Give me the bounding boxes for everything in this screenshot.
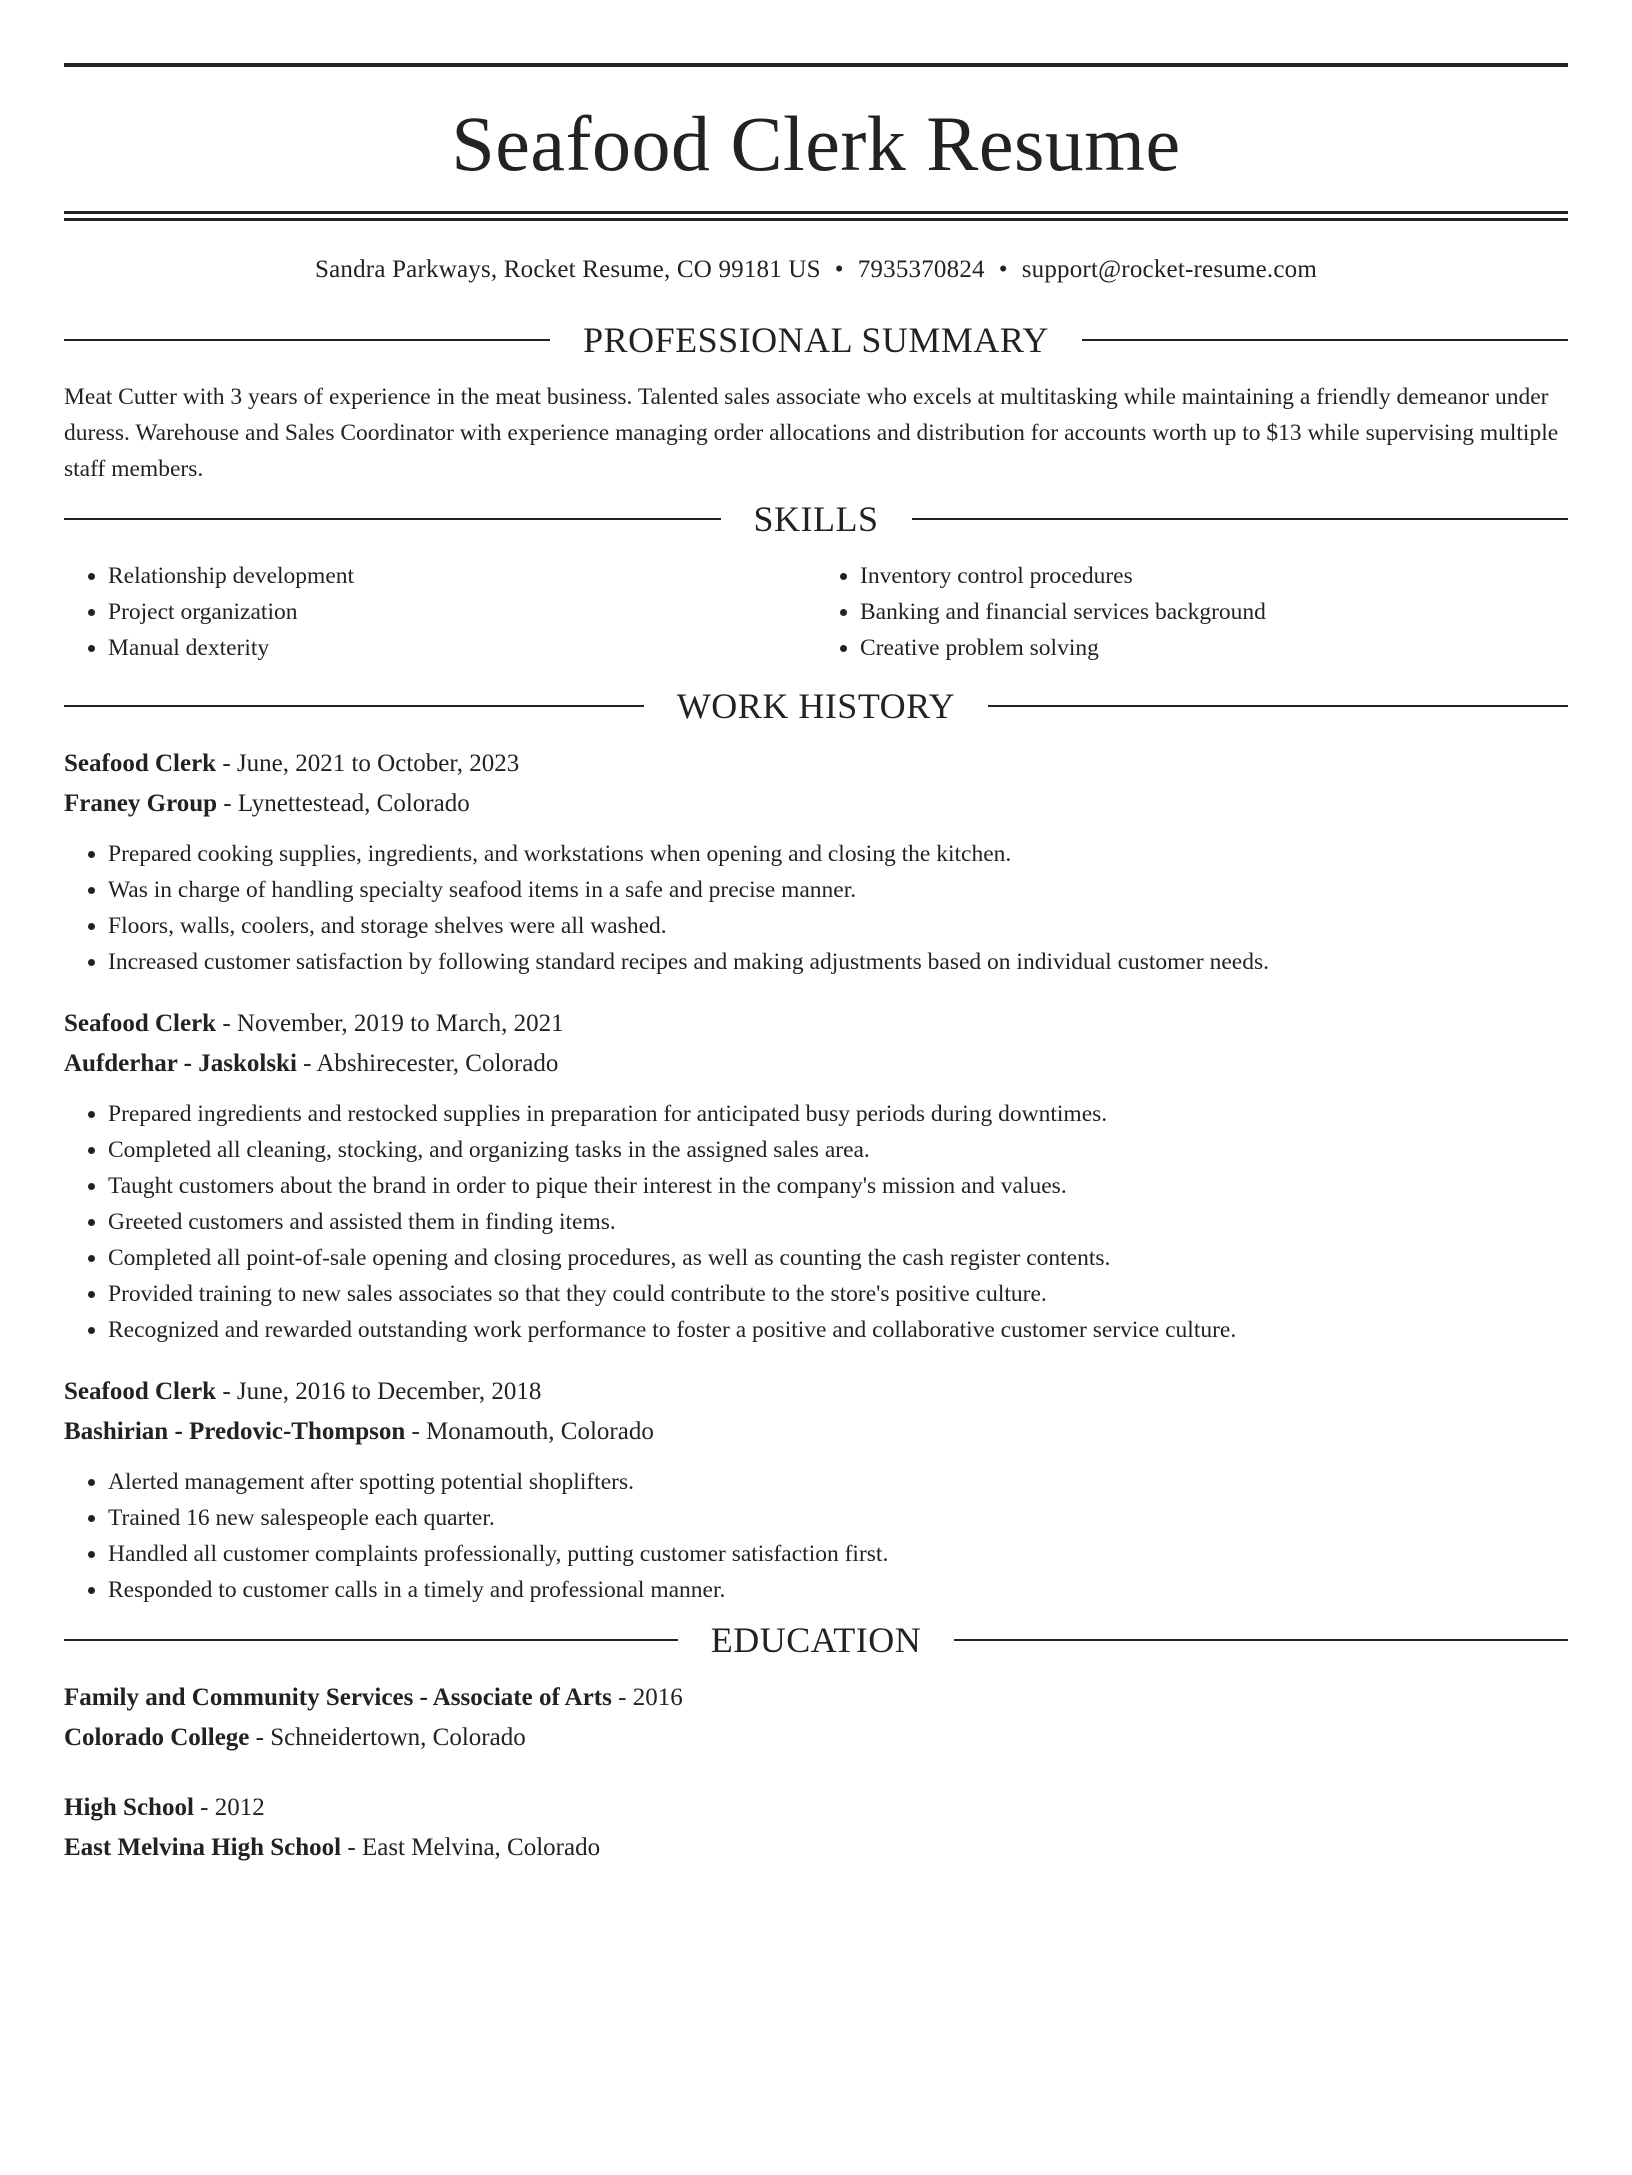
job-dates: - June, 2016 to December, 2018 bbox=[216, 1378, 542, 1405]
education-degree-line bbox=[64, 1788, 1568, 1828]
resume-page bbox=[0, 63, 1632, 2175]
section-rule bbox=[64, 518, 721, 520]
job-location: - Abshirecester, Colorado bbox=[296, 1050, 559, 1077]
skills-column-right bbox=[816, 558, 1568, 666]
education-degree: High School bbox=[64, 1794, 194, 1821]
job-bullet: • Handled all customer complaints professionally, putting customer satisfaction first. bbox=[108, 1536, 1568, 1572]
section-title: SKILLS bbox=[753, 499, 879, 539]
job-bullets bbox=[64, 836, 1568, 980]
title-double-rule bbox=[64, 211, 1568, 221]
job-bullets bbox=[64, 1464, 1568, 1608]
section-header-skills bbox=[64, 501, 1568, 537]
job-bullet: • Provided training to new sales associates so that they could contribute to the store's positive culture. bbox=[108, 1276, 1568, 1312]
education-year: - 2012 bbox=[193, 1794, 265, 1821]
section-rule bbox=[988, 705, 1568, 707]
section-header-summary bbox=[64, 322, 1568, 358]
job-company-line bbox=[64, 784, 1568, 824]
job-title-line bbox=[64, 744, 1568, 784]
job-company: Bashirian - Predovic-Thompson bbox=[64, 1418, 406, 1445]
job-bullet: • Trained 16 new salespeople each quarter. bbox=[108, 1500, 1568, 1536]
summary-text: Meat Cutter with 3 years of experience in the meat business. Talented sales associate who excels at multitasking while maintaining a friendly demeanor under duress. Warehouse and Sales Coordinator with experience managing order allocations and distribution for accounts worth up to $13 while supervising multiple staff members. bbox=[64, 384, 1559, 482]
education-year: - 2016 bbox=[611, 1684, 683, 1711]
education-location: - Schneidertown, Colorado bbox=[249, 1724, 526, 1751]
job-bullet: • Alerted management after spotting potential shoplifters. bbox=[108, 1464, 1568, 1500]
job-company: Aufderhar - Jaskolski bbox=[64, 1050, 297, 1077]
education-entry bbox=[64, 1678, 1568, 1758]
section-header-education bbox=[64, 1622, 1568, 1658]
resume-title: Seafood Clerk Resume bbox=[451, 100, 1181, 187]
job-bullet: • Floors, walls, coolers, and storage shelves were all washed. bbox=[108, 908, 1568, 944]
section-rule bbox=[1082, 339, 1568, 341]
skill-item: • Manual dexterity bbox=[108, 630, 816, 666]
skill-item: • Project organization bbox=[108, 594, 816, 630]
section-rule bbox=[912, 518, 1569, 520]
job-bullets bbox=[64, 1096, 1568, 1348]
job-company: Franey Group bbox=[64, 790, 218, 817]
top-rule bbox=[64, 63, 1568, 67]
skill-item: • Inventory control procedures bbox=[860, 558, 1568, 594]
job-bullet: • Prepared ingredients and restocked supplies in preparation for anticipated busy periods during downtimes. bbox=[108, 1096, 1568, 1132]
skill-item: • Creative problem solving bbox=[860, 630, 1568, 666]
section-rule bbox=[64, 1639, 678, 1641]
section-title: PROFESSIONAL SUMMARY bbox=[583, 320, 1049, 360]
job-dates: - November, 2019 to March, 2021 bbox=[216, 1010, 564, 1037]
job-title-line bbox=[64, 1004, 1568, 1044]
education-entry bbox=[64, 1788, 1568, 1868]
job-bullet: • Completed all point-of-sale opening and closing procedures, as well as counting the cash register contents. bbox=[108, 1240, 1568, 1276]
section-title: EDUCATION bbox=[710, 1620, 922, 1660]
job-bullet: • Taught customers about the brand in order to pique their interest in the company's mission and values. bbox=[108, 1168, 1568, 1204]
skill-item: • Banking and financial services background bbox=[860, 594, 1568, 630]
education-school-line bbox=[64, 1828, 1568, 1868]
job-bullet: • Increased customer satisfaction by following standard recipes and making adjustments based on individual customer needs. bbox=[108, 944, 1568, 980]
job-title: Seafood Clerk bbox=[64, 1010, 217, 1037]
job-dates: - June, 2021 to October, 2023 bbox=[216, 750, 520, 777]
job-bullet: • Responded to customer calls in a timely and professional manner. bbox=[108, 1572, 1568, 1608]
job-bullet: • Prepared cooking supplies, ingredients, and workstations when opening and closing the kitchen. bbox=[108, 836, 1568, 872]
education-location: - East Melvina, Colorado bbox=[341, 1834, 601, 1861]
job-entry bbox=[64, 744, 1568, 980]
education-school: East Melvina High School bbox=[64, 1834, 342, 1861]
education-school: Colorado College bbox=[64, 1724, 250, 1751]
contact-line bbox=[64, 257, 1568, 282]
job-company-line bbox=[64, 1044, 1568, 1084]
contact-separator: • bbox=[998, 256, 1008, 283]
contact-email: support@rocket-resume.com bbox=[1021, 256, 1317, 283]
education-degree: Family and Community Services - Associate of Arts bbox=[64, 1684, 612, 1711]
education-school-line bbox=[64, 1718, 1568, 1758]
skills-column-left bbox=[64, 558, 816, 666]
job-location: - Lynettestead, Colorado bbox=[217, 790, 470, 817]
job-company-line bbox=[64, 1412, 1568, 1452]
section-title: WORK HISTORY bbox=[676, 686, 956, 726]
section-rule bbox=[64, 705, 644, 707]
section-rule bbox=[954, 1639, 1568, 1641]
job-bullet: • Was in charge of handling specialty seafood items in a safe and precise manner. bbox=[108, 872, 1568, 908]
section-header-work bbox=[64, 688, 1568, 724]
contact-separator: • bbox=[834, 256, 844, 283]
job-entry bbox=[64, 1004, 1568, 1348]
job-title: Seafood Clerk bbox=[64, 750, 217, 777]
job-bullet: • Greeted customers and assisted them in finding items. bbox=[108, 1204, 1568, 1240]
education-degree-line bbox=[64, 1678, 1568, 1718]
skill-item: • Relationship development bbox=[108, 558, 816, 594]
job-entry bbox=[64, 1372, 1568, 1608]
contact-phone: 7935370824 bbox=[857, 256, 985, 283]
job-bullet: • Recognized and rewarded outstanding work performance to foster a positive and collaborative customer service culture. bbox=[108, 1312, 1568, 1348]
job-bullet: • Completed all cleaning, stocking, and organizing tasks in the assigned sales area. bbox=[108, 1132, 1568, 1168]
section-rule bbox=[64, 339, 550, 341]
skills-list bbox=[64, 558, 1568, 666]
job-title-line bbox=[64, 1372, 1568, 1412]
job-location: - Monamouth, Colorado bbox=[405, 1418, 654, 1445]
contact-address: Sandra Parkways, Rocket Resume, CO 99181 US bbox=[315, 256, 821, 283]
job-title: Seafood Clerk bbox=[64, 1378, 217, 1405]
